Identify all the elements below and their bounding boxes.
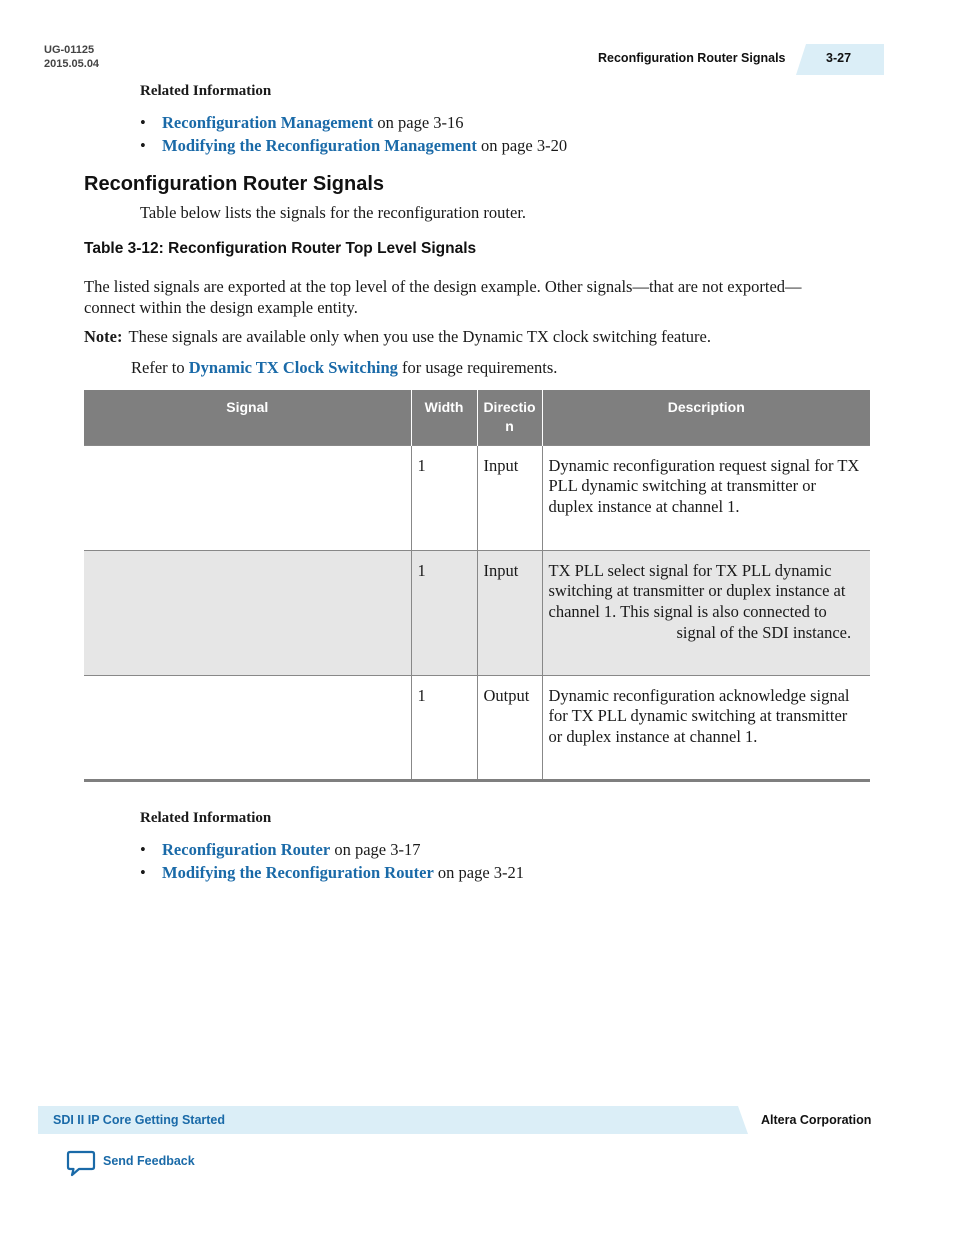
cell-width: 1 (411, 445, 477, 550)
cell-direction: Input (477, 550, 542, 675)
table-caption: Table 3-12: Reconfiguration Router Top Level Signals (84, 240, 477, 257)
column-header-direction: Directio n (477, 390, 542, 445)
cell-signal (84, 550, 411, 675)
related-links-top (140, 111, 567, 157)
body-paragraph: The listed signals are exported at the top level of the design example. Other signals—that are not exported—connect within the design example entity. (84, 277, 802, 317)
link-modifying-reconfiguration-management[interactable]: Modifying the Reconfiguration Management (162, 136, 477, 155)
section-intro: Table below lists the signals for the reconfiguration router. (140, 203, 527, 222)
cell-signal (84, 445, 411, 550)
cell-description: Dynamic reconfiguration request signal for TX PLL dynamic switching at transmitter or duplex instance at channel 1. (548, 455, 860, 516)
cell-description: TX PLL select signal for TX PLL dynamic switching at transmitter or duplex instance at channel 1. This signal is also connected tosignal of the SDI instance. (542, 550, 870, 675)
cell-signal (84, 675, 411, 780)
send-feedback-label: Send Feedback (103, 1154, 195, 1168)
table-row (84, 445, 870, 550)
list-item: • Modifying the Reconfiguration Router on page 3-21 (140, 863, 525, 882)
link-reconfiguration-router[interactable]: Reconfiguration Router (162, 840, 331, 859)
section-title: Reconfiguration Router Signals (84, 173, 385, 195)
list-item: • Reconfiguration Management on page 3-16 (140, 113, 464, 132)
related-information-label: Related Information (140, 83, 272, 99)
column-header-width: Width (411, 390, 477, 445)
cell-width: 1 (411, 675, 477, 780)
link-dynamic-tx-clock-switching[interactable]: Dynamic TX Clock Switching (188, 358, 398, 377)
signals-table (84, 390, 870, 782)
speech-bubble-icon (66, 1150, 96, 1178)
table-row (84, 550, 870, 675)
page-number-tab (796, 44, 884, 75)
list-item: • Modifying the Reconfiguration Management on page 3-20 (140, 136, 568, 155)
cell-width: 1 (411, 550, 477, 675)
page-number: 3-27 (826, 51, 852, 65)
cell-direction: Output (477, 675, 542, 780)
note (84, 327, 711, 347)
related-information-label: Related Information (140, 810, 272, 826)
link-reconfiguration-management[interactable]: Reconfiguration Management (162, 113, 374, 132)
note-label: Note: (84, 327, 123, 346)
running-header-title: Reconfiguration Router Signals (598, 51, 786, 65)
column-header-signal: Signal (84, 390, 411, 445)
refer-line: Refer to Dynamic TX Clock Switching for usage requirements. (131, 358, 558, 377)
footer-company: Altera Corporation (761, 1113, 872, 1127)
link-modifying-reconfiguration-router[interactable]: Modifying the Reconfiguration Router (162, 863, 434, 882)
footer-doc-title-link[interactable]: SDI II IP Core Getting Started (53, 1113, 226, 1127)
document-id: UG-01125 2015.05.04 (44, 44, 100, 70)
footer-band (38, 1106, 748, 1134)
list-item: • Reconfiguration Router on page 3-17 (140, 840, 421, 859)
note-text: These signals are available only when you use the Dynamic TX clock switching feature. (128, 327, 711, 346)
related-links-bottom (140, 838, 524, 884)
table-header-row (84, 390, 870, 445)
cell-description: Dynamic reconfiguration acknowledge signal for TX PLL dynamic switching at transmitter or duplex instance at channel 1. (548, 685, 850, 746)
column-header-description: Description (542, 390, 870, 445)
table-row (84, 675, 870, 780)
cell-direction: Input (477, 445, 542, 550)
